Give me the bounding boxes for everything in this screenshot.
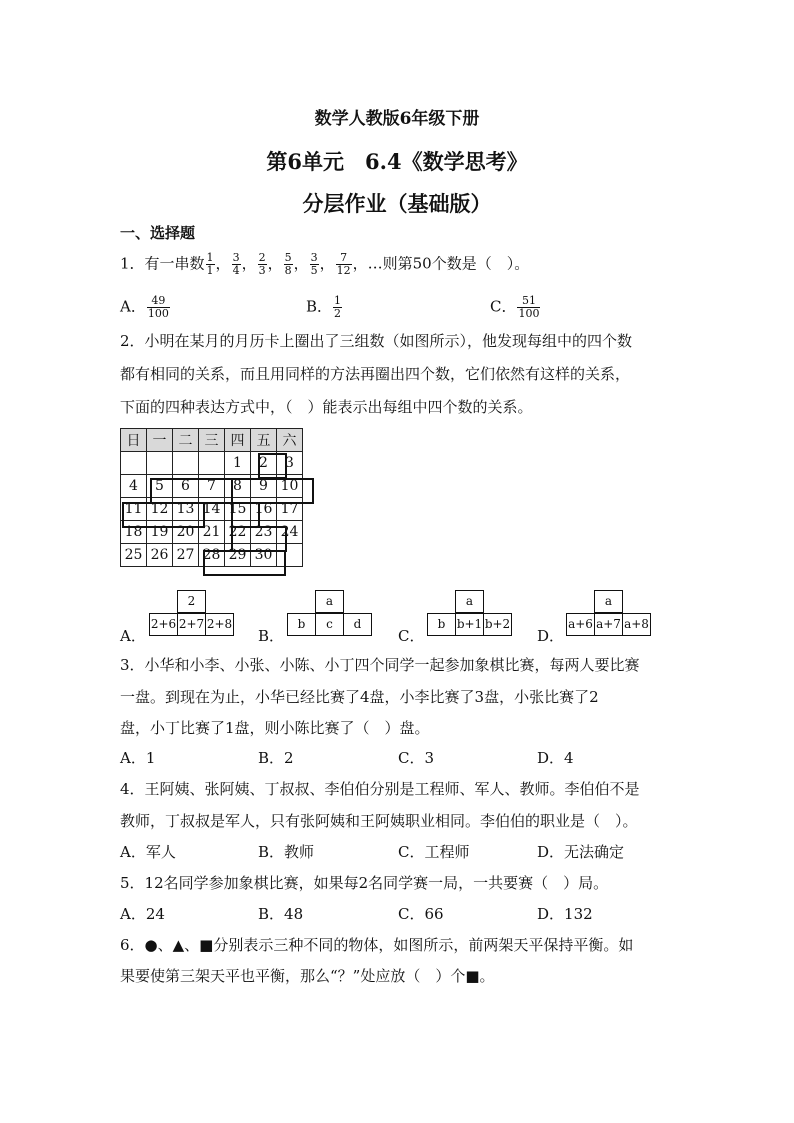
calendar-row bbox=[121, 452, 303, 475]
q1-option-c bbox=[490, 295, 541, 320]
shape-bottom-cell: b bbox=[287, 613, 316, 636]
q5-option-b: B．48 bbox=[258, 905, 304, 923]
calendar-day bbox=[277, 544, 303, 567]
calendar-table bbox=[120, 428, 303, 567]
calendar-day: 20 bbox=[173, 521, 199, 544]
fraction-3 bbox=[258, 252, 267, 277]
calendar-row bbox=[121, 544, 303, 567]
fraction-6 bbox=[336, 252, 352, 277]
shape-bottom-cell: a+8 bbox=[622, 613, 651, 636]
worksheet-series-title: 数学人教版6年级下册 bbox=[314, 109, 480, 129]
calendar-day bbox=[173, 452, 199, 475]
calendar-day: 30 bbox=[251, 544, 277, 567]
numerator: 3 bbox=[232, 251, 240, 264]
fraction-1 bbox=[206, 252, 215, 277]
question-3-line-1: 3．小华和小李、小张、小陈、小丁四个同学一起参加象棋比赛，每两人要比赛 bbox=[120, 656, 640, 674]
calendar-day bbox=[121, 452, 147, 475]
option-fraction bbox=[147, 295, 170, 320]
denominator: 100 bbox=[147, 307, 169, 320]
numerator: 5 bbox=[284, 251, 292, 264]
q2-option-b-label: B． bbox=[258, 627, 285, 645]
numerator: 2 bbox=[258, 251, 266, 264]
denominator: 4 bbox=[232, 264, 240, 277]
q3-option-b: B．2 bbox=[258, 749, 294, 767]
shape-bottom-cell: 2+8 bbox=[205, 613, 234, 636]
question-4-line-2: 教师，丁叔叔是军人，只有张阿姨和王阿姨职业相同。李伯伯的职业是（ ）。 bbox=[120, 812, 638, 830]
calendar-day: 27 bbox=[173, 544, 199, 567]
shape-bottom-cell: a+7 bbox=[594, 613, 623, 636]
q2-option-a-label: A． bbox=[120, 627, 146, 645]
numerator: 51 bbox=[517, 295, 540, 308]
question-5-line-1: 5．12名同学参加象棋比赛，如果每2名同学赛一局，一共要赛（ ）局。 bbox=[120, 874, 609, 892]
calendar-day: 11 bbox=[121, 498, 147, 521]
shape-top-cell: a bbox=[594, 590, 623, 613]
question-1-prefix: 1．有一串数 bbox=[120, 254, 205, 273]
shape-top-cell: a bbox=[315, 590, 344, 613]
calendar-row bbox=[121, 498, 303, 521]
denominator: 3 bbox=[258, 264, 266, 277]
question-1-suffix: ，…则第50个数是（ ）。 bbox=[352, 254, 530, 273]
numerator: 49 bbox=[147, 295, 170, 308]
q3-option-d: D．4 bbox=[537, 749, 574, 767]
denominator: 2 bbox=[334, 307, 342, 320]
calendar-day: 4 bbox=[121, 475, 147, 498]
q5-option-d: D．132 bbox=[537, 905, 593, 923]
worksheet-subtitle: 分层作业（基础版） bbox=[302, 191, 492, 216]
numerator: 1 bbox=[334, 294, 342, 307]
calendar-day: 12 bbox=[147, 498, 173, 521]
question-2-line-3: 下面的四种表达方式中，（ ）能表示出每组中四个数的关系。 bbox=[120, 398, 533, 416]
weekday-header: 四 bbox=[225, 429, 251, 452]
weekday-header: 六 bbox=[277, 429, 303, 452]
option-label: C． bbox=[490, 297, 517, 316]
shape-bottom-cell: b bbox=[427, 613, 456, 636]
calendar-day: 26 bbox=[147, 544, 173, 567]
calendar-day: 16 bbox=[251, 498, 277, 521]
denominator: 5 bbox=[310, 264, 318, 277]
calendar-day: 28 bbox=[199, 544, 225, 567]
shape-bottom-cell: b+2 bbox=[483, 613, 512, 636]
option-fraction bbox=[333, 295, 342, 320]
question-3-line-2: 一盘。到现在为止，小华已经比赛了4盘，小李比赛了3盘，小张比赛了2 bbox=[120, 688, 599, 706]
calendar-day: 17 bbox=[277, 498, 303, 521]
calendar-day: 2 bbox=[251, 452, 277, 475]
calendar-day: 5 bbox=[147, 475, 173, 498]
calendar-day: 3 bbox=[277, 452, 303, 475]
calendar-day: 25 bbox=[121, 544, 147, 567]
question-2-line-1: 2．小明在某月的月历卡上圈出了三组数（如图所示），他发现每组中的四个数 bbox=[120, 332, 633, 350]
calendar-day: 19 bbox=[147, 521, 173, 544]
q3-option-c: C．3 bbox=[398, 749, 435, 767]
denominator: 12 bbox=[336, 264, 351, 277]
fraction-4 bbox=[284, 252, 293, 277]
section-heading-choice: 一、选择题 bbox=[120, 224, 196, 242]
q2-option-d-label: D． bbox=[537, 627, 565, 645]
calendar-day: 10 bbox=[277, 475, 303, 498]
question-6-line-2: 果要使第三架天平也平衡，那么“？”处应放（ ）个■。 bbox=[120, 967, 495, 985]
fraction-2 bbox=[232, 252, 241, 277]
q4-option-a: A．军人 bbox=[120, 843, 176, 861]
q5-option-a: A．24 bbox=[120, 905, 165, 923]
q4-option-b: B．教师 bbox=[258, 843, 315, 861]
numerator: 1 bbox=[206, 251, 214, 264]
q5-option-c: C．66 bbox=[398, 905, 444, 923]
calendar-day: 8 bbox=[225, 475, 251, 498]
option-label: A． bbox=[120, 297, 146, 316]
calendar-row bbox=[121, 475, 303, 498]
question-3-line-3: 盘，小丁比赛了1盘，则小陈比赛了（ ）盘。 bbox=[120, 719, 430, 737]
calendar-day: 22 bbox=[225, 521, 251, 544]
calendar-day: 23 bbox=[251, 521, 277, 544]
calendar-day: 1 bbox=[225, 452, 251, 475]
shape-bottom-cell: b+1 bbox=[455, 613, 484, 636]
calendar-day: 6 bbox=[173, 475, 199, 498]
q2-option-c-label: C． bbox=[398, 627, 425, 645]
calendar-day: 14 bbox=[199, 498, 225, 521]
unit-title: 第6单元 6.4《数学思考》 bbox=[266, 149, 528, 174]
calendar-day bbox=[199, 452, 225, 475]
shape-top-cell: 2 bbox=[177, 590, 206, 613]
calendar-row bbox=[121, 521, 303, 544]
calendar-day: 13 bbox=[173, 498, 199, 521]
q1-option-a bbox=[120, 295, 171, 320]
calendar-day: 24 bbox=[277, 521, 303, 544]
shape-bottom-cell: 2+7 bbox=[177, 613, 206, 636]
weekday-header: 一 bbox=[147, 429, 173, 452]
shape-bottom-cell: a+6 bbox=[566, 613, 595, 636]
question-6-line-1: 6．●、▲、■分别表示三种不同的物体，如图所示，前两架天平保持平衡。如 bbox=[120, 936, 634, 954]
question-1: 1．有一串数 $\frac{1}{1}$ ， $\frac{3}{4}$ ， $\frac{2}{3}$ ， $\frac{5}{8}$ ， $\frac{3}{5}$ ， $\frac{7}{12}$ ，…则第50个数是（ ）。 bbox=[120, 251, 530, 277]
option-fraction bbox=[517, 295, 540, 320]
denominator: 1 bbox=[206, 264, 214, 277]
denominator: 100 bbox=[518, 307, 540, 320]
calendar-day bbox=[147, 452, 173, 475]
shape-bottom-cell: 2+6 bbox=[149, 613, 178, 636]
calendar-day: 21 bbox=[199, 521, 225, 544]
weekday-header: 日 bbox=[121, 429, 147, 452]
numerator: 7 bbox=[336, 252, 352, 265]
calendar-day: 18 bbox=[121, 521, 147, 544]
shape-bottom-cell: d bbox=[343, 613, 372, 636]
shape-bottom-cell: c bbox=[315, 613, 344, 636]
calendar-day: 29 bbox=[225, 544, 251, 567]
weekday-header: 二 bbox=[173, 429, 199, 452]
question-4-line-1: 4．王阿姨、张阿姨、丁叔叔、李伯伯分别是工程师、军人、教师。李伯伯不是 bbox=[120, 780, 640, 798]
q4-option-d: D．无法确定 bbox=[537, 843, 625, 861]
calendar-day: 7 bbox=[199, 475, 225, 498]
calendar-day: 15 bbox=[225, 498, 251, 521]
question-2-line-2: 都有相同的关系，而且用同样的方法再圈出四个数，它们依然有这样的关系， bbox=[120, 365, 631, 383]
numerator: 3 bbox=[310, 251, 318, 264]
option-label: B． bbox=[306, 297, 333, 316]
calendar-day: 9 bbox=[251, 475, 277, 498]
calendar-header-row bbox=[121, 429, 303, 452]
weekday-header: 三 bbox=[199, 429, 225, 452]
weekday-header: 五 bbox=[251, 429, 277, 452]
fraction-5 bbox=[310, 252, 319, 277]
q3-option-a: A．1 bbox=[120, 749, 156, 767]
shape-top-cell: a bbox=[455, 590, 484, 613]
q1-option-b bbox=[306, 295, 343, 320]
q4-option-c: C．工程师 bbox=[398, 843, 470, 861]
denominator: 8 bbox=[284, 264, 292, 277]
